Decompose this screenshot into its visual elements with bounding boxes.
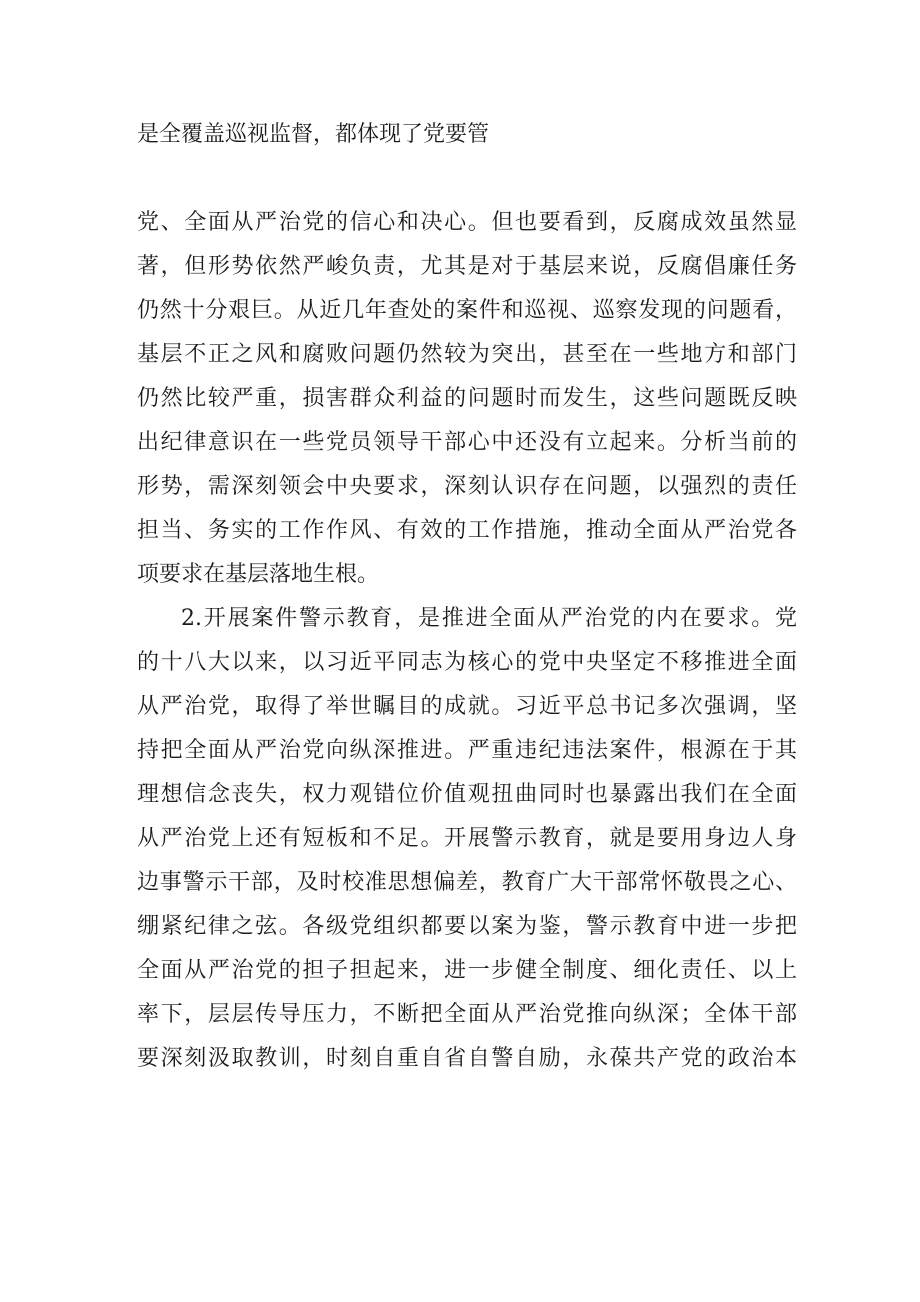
text-line-14: 持把全面从严治党向纵深推进。严重违纪违法案件，根源在于其 [137, 738, 797, 763]
text-line-20: 率下，层层传导压力，不断把全面从严治党推向纵深；全体干部 [137, 1002, 797, 1027]
text-line-8: 形势，需深刻领会中央要求，深刻认识存在问题，以强烈的责任 [137, 474, 797, 499]
text-line-2: 党、全面从严治党的信心和决心。但也要看到，反腐成效虽然显 [137, 210, 797, 235]
text-line-10: 项要求在基层落地生根。 [137, 562, 380, 587]
text-line-3: 著，但形势依然严峻负责，尤其是对于基层来说，反腐倡廉任务 [137, 254, 797, 279]
text-line-4: 仍然十分艰巨。从近几年查处的案件和巡视、巡察发现的问题看， [137, 298, 797, 323]
text-line-11: 2.开展案件警示教育，是推进全面从严治党的内在要求。党 [181, 606, 797, 631]
text-line-5: 基层不正之风和腐败问题仍然较为突出，甚至在一些地方和部门 [137, 342, 797, 367]
text-line-18: 绷紧纪律之弦。各级党组织都要以案为鉴，警示教育中进一步把 [137, 914, 797, 939]
text-line-13: 从严治党，取得了举世瞩目的成就。习近平总书记多次强调，坚 [137, 694, 797, 719]
text-line-7: 出纪律意识在一些党员领导干部心中还没有立起来。分析当前的 [137, 430, 797, 455]
text-line-12: 的十八大以来，以习近平同志为核心的党中央坚定不移推进全面 [137, 650, 797, 675]
text-line-17: 边事警示干部，及时校准思想偏差，教育广大干部常怀敬畏之心、 [137, 870, 797, 895]
text-line-16: 从严治党上还有短板和不足。开展警示教育，就是要用身边人身 [137, 826, 797, 851]
text-line-1: 是全覆盖巡视监督，都体现了党要管 [137, 122, 490, 147]
text-line-19: 全面从严治党的担子担起来，进一步健全制度、细化责任、以上 [137, 958, 797, 983]
text-line-21: 要深刻汲取教训，时刻自重自省自警自励，永葆共产党的政治本 [137, 1046, 797, 1071]
text-line-6: 仍然比较严重，损害群众利益的问题时而发生，这些问题既反映 [137, 386, 797, 411]
text-line-15: 理想信念丧失，权力观错位价值观扭曲同时也暴露出我们在全面 [137, 782, 797, 807]
text-line-9: 担当、务实的工作作风、有效的工作措施，推动全面从严治党各 [137, 518, 797, 543]
